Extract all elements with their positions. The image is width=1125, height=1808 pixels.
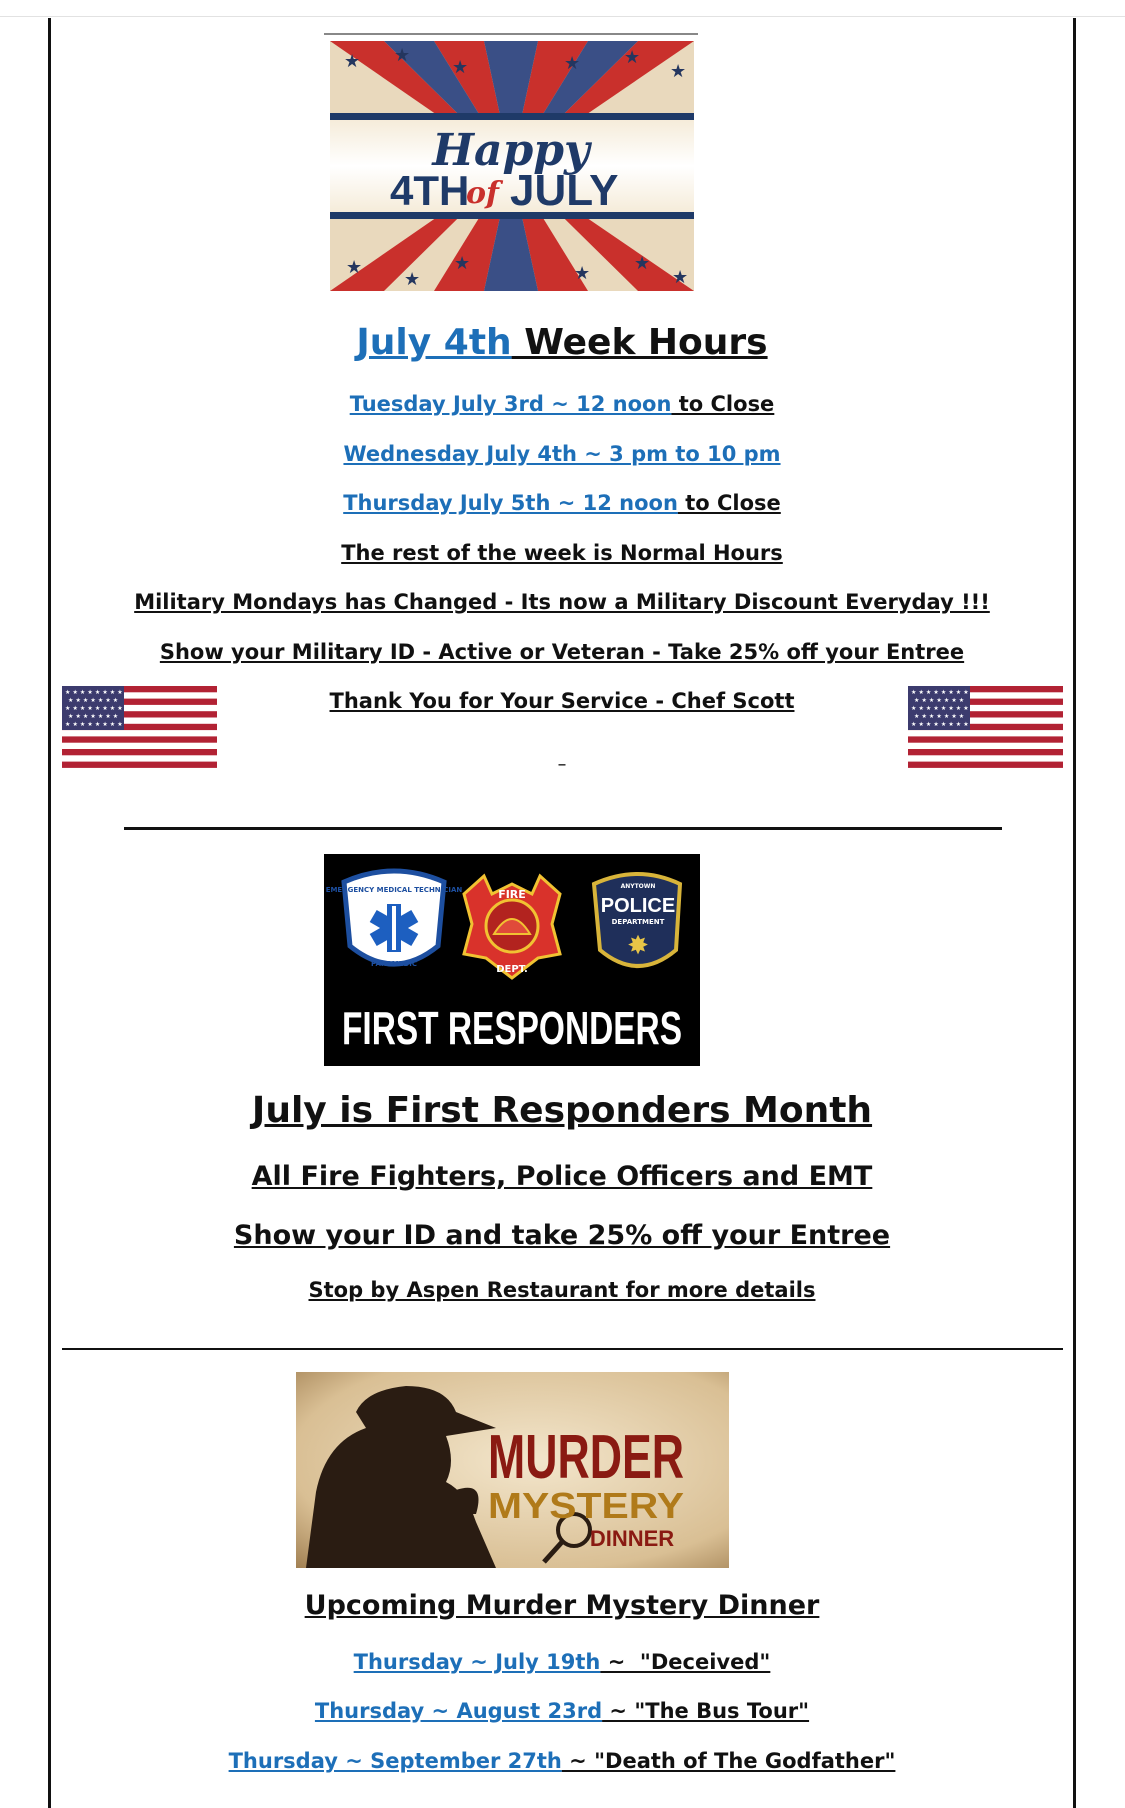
week-hours-title <box>51 322 1073 363</box>
svg-text:DEPARTMENT: DEPARTMENT <box>611 918 665 926</box>
murder-mystery-dinner-image <box>296 1372 729 1568</box>
thank-you-text: Thank You for Your Service - Chef Scott <box>329 689 795 713</box>
svg-text:★: ★ <box>564 53 581 74</box>
svg-text:DEPT.: DEPT. <box>496 964 528 975</box>
svg-text:★ ★ ★ ★ ★ ★ ★ ★: ★ ★ ★ ★ ★ ★ ★ ★ <box>65 721 123 728</box>
title-rest: Week Hours <box>511 322 768 363</box>
fire-dept-badge-icon <box>464 876 560 978</box>
happy-4th-of-july-banner <box>324 33 698 297</box>
first-responders-line-1: All Fire Fighters, Police Officers and EMT <box>251 1161 873 1192</box>
svg-text:★: ★ <box>634 253 651 274</box>
svg-text:✸: ✸ <box>627 931 649 961</box>
svg-text:★ ★ ★ ★ ★ ★ ★ ★: ★ ★ ★ ★ ★ ★ ★ ★ <box>911 705 969 712</box>
svg-text:★ ★ ★ ★ ★ ★ ★ ★: ★ ★ ★ ★ ★ ★ ★ ★ <box>65 705 123 712</box>
military-discount-text: Military Mondays has Changed - Its now a Military Discount Everyday !!! <box>134 590 990 614</box>
svg-text:★ ★ ★ ★ ★ ★ ★ ★: ★ ★ ★ ★ ★ ★ ★ ★ <box>911 721 969 728</box>
thursday-hours-link[interactable]: Thursday July 5th ~ 12 noon <box>343 491 678 515</box>
right-border <box>1073 18 1076 1808</box>
svg-text:EMERGENCY MEDICAL TECHNICIAN: EMERGENCY MEDICAL TECHNICIAN <box>325 886 463 894</box>
svg-text:MYSTERY: MYSTERY <box>488 1485 684 1526</box>
murder-mystery-heading: Upcoming Murder Mystery Dinner <box>304 1590 820 1621</box>
svg-text:FIRST RESPONDERS: FIRST RESPONDERS <box>342 1002 682 1054</box>
september-27th-title: ~ "Death of The Godfather" <box>561 1749 896 1773</box>
first-responders-image <box>324 854 700 1066</box>
tuesday-hours-link[interactable]: Tuesday July 3rd ~ 12 noon <box>349 392 672 416</box>
svg-text:ANYTOWN: ANYTOWN <box>620 883 656 890</box>
us-flag-right-icon <box>908 686 1063 768</box>
svg-text:★: ★ <box>454 253 471 274</box>
svg-text:★: ★ <box>452 57 469 78</box>
mystery-date-july <box>51 1650 1073 1674</box>
august-23rd-link[interactable]: Thursday ~ August 23rd <box>314 1699 603 1723</box>
svg-text:★ ★ ★ ★ ★ ★ ★: ★ ★ ★ ★ ★ ★ ★ <box>68 713 119 720</box>
svg-text:JULY: JULY <box>510 166 619 215</box>
svg-text:★: ★ <box>404 269 421 290</box>
svg-text:★: ★ <box>346 257 363 278</box>
svg-text:★ ★ ★ ★ ★ ★ ★: ★ ★ ★ ★ ★ ★ ★ <box>914 713 965 720</box>
svg-text:★ ★ ★ ★ ★ ★ ★ ★: ★ ★ ★ ★ ★ ★ ★ ★ <box>911 689 969 696</box>
hours-line-wednesday <box>51 442 1073 466</box>
first-responders-line-2: Show your ID and take 25% off your Entree <box>233 1220 891 1251</box>
svg-text:★: ★ <box>574 263 591 284</box>
july-19th-link[interactable]: Thursday ~ July 19th <box>353 1650 601 1674</box>
september-27th-link[interactable]: Thursday ~ September 27th <box>228 1749 562 1773</box>
svg-text:PARAMEDIC: PARAMEDIC <box>370 960 418 968</box>
hours-line-thursday <box>51 491 1073 515</box>
svg-text:★ ★ ★ ★ ★ ★ ★: ★ ★ ★ ★ ★ ★ ★ <box>914 697 965 704</box>
tuesday-hours-rest: to Close <box>671 392 775 416</box>
police-badge-icon <box>594 874 680 966</box>
normal-hours-text: The rest of the week is Normal Hours <box>341 541 783 565</box>
svg-text:DINNER: DINNER <box>589 1526 675 1551</box>
svg-text:★ ★ ★ ★ ★ ★ ★ ★: ★ ★ ★ ★ ★ ★ ★ ★ <box>65 689 123 696</box>
svg-text:★ ★ ★ ★ ★ ★ ★: ★ ★ ★ ★ ★ ★ ★ <box>68 697 119 704</box>
top-border <box>0 16 1125 17</box>
svg-text:FIRE: FIRE <box>498 888 526 901</box>
svg-text:★: ★ <box>672 267 689 288</box>
svg-text:MURDER: MURDER <box>488 1423 684 1492</box>
mystery-date-september <box>51 1749 1073 1773</box>
us-flag-left-icon <box>62 686 217 768</box>
spacer-mark: _ <box>558 750 566 766</box>
svg-text:★: ★ <box>344 51 361 72</box>
svg-text:Happy: Happy <box>432 125 590 176</box>
svg-text:★: ★ <box>394 45 411 66</box>
hours-line-tuesday <box>51 392 1073 416</box>
svg-text:of: of <box>466 176 499 211</box>
mystery-date-august <box>51 1699 1073 1723</box>
first-responders-line-3: Stop by Aspen Restaurant for more details <box>308 1278 816 1302</box>
svg-text:POLICE: POLICE <box>600 895 676 917</box>
july-4th-link[interactable]: July 4th <box>356 322 512 363</box>
svg-text:★: ★ <box>624 47 641 68</box>
svg-text:4TH: 4TH <box>390 167 470 214</box>
divider-1 <box>124 827 1002 830</box>
divider-2 <box>62 1348 1063 1350</box>
military-id-text: Show your Military ID - Active or Veteran - Take 25% off your Entree <box>159 640 965 664</box>
left-border <box>48 18 51 1808</box>
august-23rd-title: ~ "The Bus Tour" <box>602 1699 810 1723</box>
july-19th-title: ~ "Deceived" <box>600 1650 771 1674</box>
svg-text:★: ★ <box>670 61 687 82</box>
wednesday-hours-link[interactable]: Wednesday July 4th ~ 3 pm to 10 pm <box>343 442 781 466</box>
thursday-hours-rest: to Close <box>677 491 781 515</box>
emt-badge-icon <box>326 871 463 968</box>
first-responders-heading: July is First Responders Month <box>251 1090 873 1131</box>
